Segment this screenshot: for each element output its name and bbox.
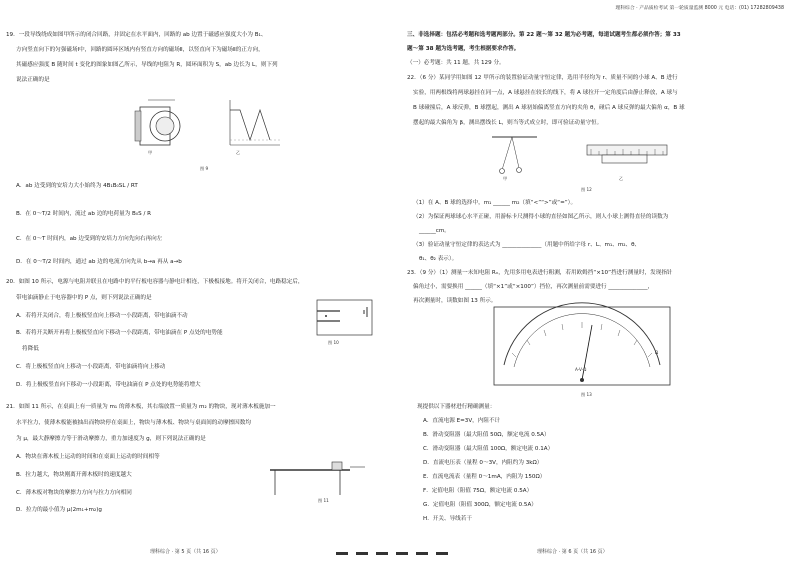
multimeter-label: A-V-Ω xyxy=(575,367,587,372)
figure-13-multimeter xyxy=(492,305,672,387)
q20-option-c: C．将上极板竖直向上移动一小段距离，带电油滴将向上移动 xyxy=(16,364,166,370)
q20-option-a: A．若将开关闭合，将上极板竖直向上移动一小段距离，带电油滴不动 xyxy=(16,313,188,319)
q21-option-a: A．物块在薄木板上运动的时间和在桌面上运动的时间相等 xyxy=(16,454,160,460)
q22-sub1: （1）在 A、B 球的选择中，m₁ ______ m₂（填“<”“>”或“=”）。 xyxy=(413,200,577,206)
section3-line3: （一）必考题：共 11 题，共 129 分。 xyxy=(407,60,505,66)
q19-line2: 方向竖直向下的匀强磁场Ⅰ中，回路的圆环区域内有竖直方向的磁场Ⅱ，以竖直向下为磁场Ⅱ的正方向， xyxy=(16,47,264,53)
q23-line4: 现提供以下器材进行精确测量： xyxy=(417,404,496,410)
q21-option-b: B．拉力越大，物块刚离开薄木板时的速度越大 xyxy=(16,472,132,478)
q22-sub2b: ______cm。 xyxy=(419,228,450,234)
q22-line4: 摆起的最大偏角为 β，测出摆线长 L，则当等式成立时，即可验证动量守恒。 xyxy=(413,120,603,126)
q20-line1: 20．如图 10 所示，电源与电阻并联且在电路中的平行板电容器与静电计相连，下极板接地。将开关闭合，电路稳定后， xyxy=(6,279,304,285)
binding-mark xyxy=(396,552,408,555)
q23-item-h: H．开关、导线若干 xyxy=(423,516,472,522)
q23-item-f: F．定值电阻（阻值 75Ω，额定电流 0.5A） xyxy=(423,488,533,494)
fig10-caption: 图 10 xyxy=(328,340,339,345)
q20-line2: 带电油滴静止于电容器中的 P 点，则下列说法正确的是 xyxy=(16,295,152,301)
q22-line1: 22．（6 分）某同学用如图 12 甲所示的装置验证动量守恒定律，选用半径均为 r、质量不同的小球 A、B 进行 xyxy=(407,75,678,81)
section3-line2: 题～第 38 题为选考题，考生根据要求作答。 xyxy=(407,46,520,52)
q20-option-b2: 将降低 xyxy=(22,346,39,352)
q23-item-c: C．滑动变阻器（最大阻值 100Ω，额定电流 0.1A） xyxy=(423,446,554,452)
q23-item-g: G．定值电阻（阻值 300Ω，额定电流 0.5A） xyxy=(423,502,537,508)
q19-option-b: B．在 0～T/2 时间内，流过 ab 边的电荷量为 B₀S / R xyxy=(16,211,151,217)
binding-mark xyxy=(376,552,388,555)
fig11-caption: 图 11 xyxy=(318,498,329,503)
q21-line1: 21．如图 11 所示，在桌面上有一质量为 m₁ 的薄木板，其右端放置一质量为 m₂ 的物块，现对薄木板施加一 xyxy=(6,404,276,410)
figure-10 xyxy=(312,295,382,345)
q19-option-a: A．ab 边受到的安培力大小始终为 4B₁B₀SL / RT xyxy=(16,183,138,189)
q22-line2: 实验，用两根线将两球悬挂在同一点，A 球悬挂在较长的线下，将 A 球拉开一定角度后由静止释放，A 球与 xyxy=(413,90,678,96)
right-footer: 理科综合 · 第 6 页（共 16 页） xyxy=(537,548,608,555)
q19-option-d: D．在 0～T/2 时间内，通过 ab 边的电流方向先从 b→a 再从 a→b xyxy=(16,259,182,265)
q23-line2: 偏角过小，需要换用 ______（填“×1”或“×100”）挡位，再次测量前需要进行 ______________， xyxy=(413,284,654,290)
figure-11 xyxy=(260,450,380,500)
binding-mark xyxy=(416,552,428,555)
binding-mark xyxy=(356,552,368,555)
fig9-yi: 乙 xyxy=(236,150,241,155)
q23-item-a: A．直流电源 E=3V，内阻不计 xyxy=(423,418,501,424)
q23-item-b: B．滑动变阻器（最大阻值 50Ω，额定电流 0.5A） xyxy=(423,432,550,438)
q19-line1: 19．一段导线绕成如图甲所示的闭合回路，并固定在水平面内，回路的 ab 边置于磁感应强度大小为 B₁、 xyxy=(6,32,267,38)
right-page xyxy=(397,0,794,561)
fig12-yi: 乙 xyxy=(619,176,624,181)
multimeter-omega: Ω xyxy=(655,350,659,355)
left-footer: 理科综合 · 第 5 页（共 16 页） xyxy=(150,548,221,555)
q23-line3: 再次测量时，读数如图 13 所示。 xyxy=(413,298,497,304)
q20-option-d: D．将上极板竖直向下移动一小段距离，带电油滴在 P 点处的电势能将增大 xyxy=(16,382,201,388)
q20-option-b: B．若将开关断开再将上极板竖直向下移动一小段距离，带电油滴在 P 点处的电势能 xyxy=(16,330,223,336)
fig13-caption: 图 13 xyxy=(581,392,592,397)
q21-option-d: D．拉力的最小值为 μ(2m₁+m₂)g xyxy=(16,507,102,513)
q21-line2: 水平拉力，使薄木板能被抽出而物块停在桌面上，物块与薄木板、物块与桌面间的动摩擦因数均 xyxy=(16,420,251,426)
figure-12 xyxy=(487,135,707,185)
q22-line3: B 球碰撞后，A 球反弹，B 球摆起，测出 A 球初始偏离竖直方向的夹角 θ，碰后 A 球反弹的最大偏角 α，B 球 xyxy=(413,105,685,111)
q23-item-e: E．直流电流表（量程 0～1mA，内阻为 150Ω） xyxy=(423,474,546,480)
header-text: 理科综合 · 产品质检考试 第一轮质量监测 8000 元 电话：(01) 17282809438 xyxy=(615,6,784,11)
q22-sub3: （3）验证动量守恒定律的表达式为 ______________（用题中所给字母 r、L、m₁、m₂、θ、 xyxy=(413,242,641,248)
fig9-jia: 甲 xyxy=(148,150,153,155)
fig12-caption: 图 12 xyxy=(581,187,592,192)
binding-mark xyxy=(336,552,348,555)
q23-item-d: D．直流电压表（量程 0～3V，内阻约为 3kΩ） xyxy=(423,460,543,466)
q22-sub3b: θ₁、θ₂ 表示）。 xyxy=(419,256,458,262)
fig12-jia: 甲 xyxy=(503,176,508,181)
q21-line3: 为 μ，最大静摩擦力等于滑动摩擦力，重力加速度为 g，则下列说法正确的是 xyxy=(16,436,206,442)
q21-option-c: C．薄木板对物块的摩擦力方向与拉力方向相同 xyxy=(16,490,132,496)
section3-line1: 三、非选择题：包括必考题和选考题两部分。第 22 题～第 32 题为必考题，每道试题考生都必须作答；第 33 xyxy=(407,32,681,38)
q22-sub2: （2）为保证两球球心水平正碰，用游标卡尺测得小球的直径如图乙所示，则人小球上测得直径的读数为 xyxy=(413,214,669,220)
fig9-caption: 图 9 xyxy=(200,166,209,171)
binding-mark xyxy=(436,552,448,555)
figure-9 xyxy=(120,95,300,165)
q19-option-c: C．在 0～T 时间内，ab 边受到的安培力方向先向右再向左 xyxy=(16,236,163,242)
q19-line3: 其磁感应强度 B 随时间 t 变化的图象如图乙所示，导线的电阻为 R，圆环面积为 S，ab 边长为 L，则下列 xyxy=(16,62,278,68)
q23-line1: 23．（9 分）（1）测量一未知电阻 Rₓ，先用多用电表进行粗测，若用欧姆挡“×10”挡进行测量时，发现指针 xyxy=(407,270,673,276)
q19-line4: 说法正确的是 xyxy=(16,77,50,83)
